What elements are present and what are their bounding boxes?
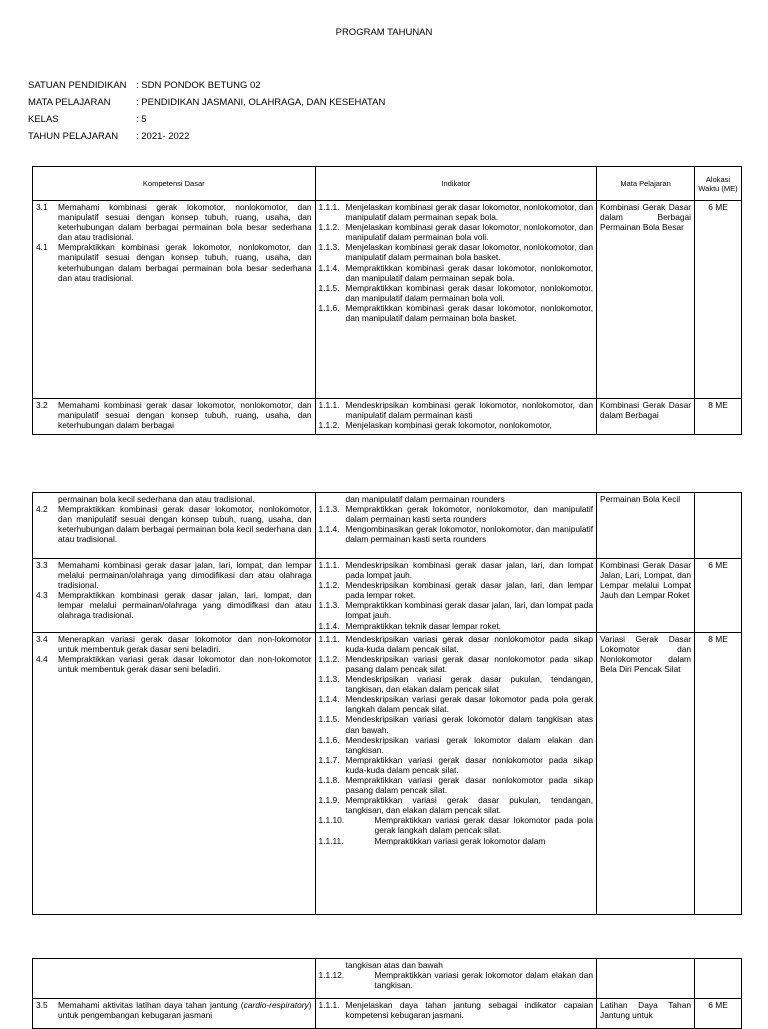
table-row xyxy=(33,201,742,399)
indikator-text: Mendeskripsikan variasi gerak lokomotor dalam elakan dan tangkisan. xyxy=(345,734,594,755)
indikator-text: Mempraktikkan variasi gerak lokomotor dalam elakan dan tangkisan. xyxy=(374,970,594,991)
indikator-cell xyxy=(315,399,597,435)
indikator-item xyxy=(319,621,594,631)
kd-number: 3.5 xyxy=(36,1000,48,1010)
indikator-number: 1.1.6. xyxy=(318,302,340,313)
indikator-item xyxy=(319,263,594,283)
kd-text-continued: permainan bola kecil sederhana dan atau tradisional. xyxy=(58,494,255,504)
indikator-item xyxy=(319,202,594,222)
indikator-text: Mendeskripsikan variasi gerak dasar pukulan, tendangan, tangkisan, dan elakan dalam pencak silat xyxy=(345,674,594,695)
header-alokasi-line1: Alokasi xyxy=(705,174,731,184)
indikator-number: 1.1.4. xyxy=(318,524,340,535)
indikator-number: 1.1.12. xyxy=(318,970,345,981)
indikator-number: 1.1.8. xyxy=(318,774,340,785)
meta-label: SATUAN PENDIDIKAN xyxy=(28,80,127,91)
alokasi-waktu-cell: 8 ME xyxy=(695,632,742,914)
kd-text: Memahami kombinasi gerak lokomotor, nonlokomotor, dan manipulatif sesuai dengan konsep tubuh, ruang, usaha, dan keterhubungan dalam berbagai permainan bola besar sederhana dan atau tradisional. xyxy=(58,202,312,243)
indikator-number: 1.1.1. xyxy=(318,560,340,570)
table-row xyxy=(33,559,742,633)
program-table-page-1 xyxy=(32,166,742,435)
indikator-number: 1.1.3. xyxy=(318,600,340,611)
indikator-cell xyxy=(315,999,597,1029)
indikator-number: 1.1.2. xyxy=(318,222,340,233)
indikator-item xyxy=(319,242,594,262)
kd-text: Mempraktikkan variasi gerak dasar lokomotor dan non-lokomotor untuk membentuk gerak dasar seni beladiri. xyxy=(58,653,312,674)
kd-number: 4.2 xyxy=(36,504,48,515)
indikator-number: 1.1.7. xyxy=(318,754,340,765)
indikator-text: Mempraktikkan variasi gerak dasar pukulan, tendangan, tangkisan, dan elakan dalam pencak silat. xyxy=(345,795,594,816)
indikator-text: Menjelaskan kombinasi gerak dasar lokomotor, nonlokomotor, dan manipulatif dalam permainan sepak bola. xyxy=(345,202,594,223)
kd-number: 3.2 xyxy=(36,400,48,410)
table-row xyxy=(33,999,742,1029)
alokasi-waktu-cell xyxy=(695,493,742,559)
page-title: PROGRAM TAHUNAN xyxy=(335,27,433,38)
kd-item xyxy=(36,202,312,242)
meta-label: TAHUN PELAJARAN xyxy=(28,131,119,142)
indikator-item xyxy=(319,755,594,775)
indikator-text: Mempraktikkan kombinasi gerak dasar lokomotor, nonlokomotor, dan manipulatif dalam permainan sepak bola. xyxy=(345,262,594,283)
kd-cell xyxy=(33,399,316,435)
kd-number: 4.4 xyxy=(36,653,48,664)
indikator-item xyxy=(319,735,594,755)
indikator-item xyxy=(319,694,594,714)
kd-cell xyxy=(33,493,316,559)
indikator-cell xyxy=(315,959,597,999)
indikator-item xyxy=(319,714,594,734)
indikator-text: Menjelaskan daya tahan jantung sebagai indikator capaian kompetensi kebugaran jasmani. xyxy=(345,1000,594,1021)
kd-text: Mempraktikkan kombinasi gerak dasar lokomotor, nonlokomotor, dan manipulatif sesuai dengan konsep tubuh, ruang, usaha, dan keterhubungan dalam berbagai permainan bola kecil sederhana dan atau tradisional. xyxy=(58,504,312,545)
indikator-text: Menjelaskan kombinasi gerak dasar lokomotor, nonlokomotor, dan manipulatif dalam permainan bola voli. xyxy=(345,222,594,243)
indikator-text: Mempraktikkan kombinasi gerak dasar lokomotor, nonlokomotor, dan manipulatif dalam permainan bola basket. xyxy=(345,302,594,324)
indikator-item xyxy=(319,795,594,815)
indikator-item xyxy=(319,970,594,990)
indikator-number: 1.1.2. xyxy=(318,653,340,664)
header-kompetensi-dasar: Kompetensi Dasar xyxy=(33,167,316,201)
header-indikator: Indikator xyxy=(315,167,597,201)
indikator-text: Mendeskripsikan variasi gerak dasar nonlokomotor pada sikap kuda-kuda dalam pencak silat. xyxy=(345,633,594,654)
indikator-item xyxy=(319,400,594,420)
indikator-cell xyxy=(315,632,597,914)
indikator-text: Menjelaskan kombinasi gerak dasar lokomotor, nonlokomotor, dan manipulatif dalam permainan bola basket. xyxy=(345,242,594,263)
program-table-page-3 xyxy=(32,958,742,1029)
indikator-item xyxy=(319,560,594,580)
table-row xyxy=(33,493,742,559)
header-alokasi-line2: Waktu (ME) xyxy=(698,183,738,193)
kd-text-part: ) untuk pengembangan kebugaran jasmani xyxy=(58,1000,312,1021)
indikator-number: 1.1.5. xyxy=(318,282,340,293)
alokasi-waktu-cell: 6 ME xyxy=(695,999,742,1029)
alokasi-waktu-cell: 6 ME xyxy=(695,201,742,399)
mata-pelajaran-cell xyxy=(597,959,695,999)
kd-text: Menerapkan variasi gerak dasar lokomotor dan non-lokomotor untuk membentuk gerak dasar seni beladiri. xyxy=(58,633,312,654)
kd-text: Memahami kombinasi gerak dasar lokomotor, nonlokomotor, dan manipulatif sesuai dengan konsep tubuh, ruang, usaha, dan keterhubungan dalam berbagai xyxy=(58,400,312,431)
mata-pelajaran-cell: Latihan Daya Tahan Jantung untuk xyxy=(597,999,695,1029)
kd-item xyxy=(36,560,312,590)
indikator-item xyxy=(319,815,594,835)
kd-item xyxy=(36,634,312,654)
indikator-cell xyxy=(315,559,597,633)
indikator-item xyxy=(319,580,594,600)
indikator-text: Mempraktikkan variasi gerak lokomotor dalam xyxy=(374,835,546,846)
indikator-number: 1.1.4. xyxy=(318,694,340,705)
indikator-text: Mendeskripsikan kombinasi gerak dasar jalan, lari, dan lompat pada lompat jauh. xyxy=(345,560,594,581)
header-alokasi-waktu xyxy=(695,167,742,201)
kd-item xyxy=(36,504,312,544)
meta-value: : PENDIDIKAN JASMANI, OLAHRAGA, DAN KESEHATAN xyxy=(136,97,386,108)
indikator-item xyxy=(319,960,594,970)
kd-item xyxy=(36,494,312,504)
indikator-item xyxy=(319,600,594,620)
alokasi-waktu-cell: 8 ME xyxy=(695,399,742,435)
kd-text: Mempraktikkan kombinasi gerak lokomotor, nonlokomotor, dan manipulatif sesuai dengan konsep tubuh, ruang, usaha, dan keterhubungan dalam berbagai permainan bola besar sederhana dan atau tradisional. xyxy=(58,242,312,283)
kd-number: 3.4 xyxy=(36,633,48,644)
meta-label: MATA PELAJARAN xyxy=(28,97,111,108)
meta-value: : SDN PONDOK BETUNG 02 xyxy=(136,80,261,91)
kd-text: Memahami kombinasi gerak dasar jalan, lari, lompat, dan lempar melalui permainan/olahraga yang dimodifikasi dan atau olahraga tradisional. xyxy=(58,560,312,591)
kd-text-emphasis: cardio-respiratory xyxy=(243,1000,309,1010)
kd-cell xyxy=(33,959,316,999)
indikator-number: 1.1.4. xyxy=(318,262,340,273)
kd-text xyxy=(58,1000,312,1020)
indikator-cell xyxy=(315,201,597,399)
mata-pelajaran-cell: Kombinasi Gerak Dasar dalam Berbagai Permainan Bola Besar xyxy=(597,201,695,399)
table-row xyxy=(33,399,742,435)
table-header-row xyxy=(33,167,742,201)
indikator-text: Mendeskripsikan kombinasi gerak dasar jalan, lari, dan lempar pada lempar roket. xyxy=(345,580,594,601)
indikator-number: 1.1.1. xyxy=(318,202,340,212)
indikator-text: Mendeskripsikan variasi gerak lokomotor dalam tangkisan atas dan bawah. xyxy=(345,714,594,735)
meta-value: : 2021- 2022 xyxy=(136,131,190,142)
indikator-number: 1.1.9. xyxy=(318,795,340,806)
indikator-text: Menjelaskan kombinasi gerak lokomotor, nonlokomotor, xyxy=(345,420,552,431)
indikator-text: Mempraktikkan kombinasi gerak dasar jalan, lari, dan lompat pada lompat jauh. xyxy=(345,600,594,621)
mata-pelajaran-cell: Kombinasi Gerak Dasar Jalan, Lari, Lompat, dan Lempar melalui Lompat Jauh dan Lempar Roket xyxy=(597,559,695,633)
kd-number: 3.3 xyxy=(36,560,48,570)
indikator-item xyxy=(319,1000,594,1020)
indikator-item xyxy=(319,222,594,242)
indikator-item xyxy=(319,420,594,430)
indikator-text: Mendeskripsikan kombinasi gerak lokomotor, nonlokomotor, dan manipulatif dalam permainan kasti xyxy=(345,400,594,421)
meta-value: : 5 xyxy=(136,114,147,125)
indikator-text: Mempraktikkan teknik dasar lempar roket. xyxy=(345,620,502,631)
header-mata-pelajaran: Mata Pelajaran xyxy=(597,167,695,201)
program-table-page-2 xyxy=(32,492,742,915)
indikator-number: 1.1.3. xyxy=(318,674,340,685)
kd-text-part: Memahami aktivitas latihan daya tahan jantung ( xyxy=(58,1000,244,1010)
alokasi-waktu-cell xyxy=(695,959,742,999)
indikator-item xyxy=(319,775,594,795)
indikator-number: 1.1.4. xyxy=(318,620,340,631)
kd-cell xyxy=(33,999,316,1029)
indikator-number: 1.1.1. xyxy=(318,1000,340,1010)
indikator-number: 1.1.3. xyxy=(318,242,340,253)
kd-item xyxy=(36,400,312,430)
indikator-text: Mendeskripsikan variasi gerak dasar lokomotor pada pola gerak langkah dalam pencak silat. xyxy=(345,694,594,715)
meta-label: KELAS xyxy=(28,114,59,125)
indikator-text: Mempraktikkan variasi gerak dasar nonlokomotor pada sikap kuda-kuda dalam pencak silat. xyxy=(345,754,594,775)
indikator-item xyxy=(319,283,594,303)
indikator-number: 1.1.6. xyxy=(318,734,340,745)
kd-cell xyxy=(33,201,316,399)
indikator-text-continued: dan manipulatif dalam permainan rounders xyxy=(345,494,505,504)
indikator-item xyxy=(319,524,594,544)
indikator-item xyxy=(319,504,594,524)
mata-pelajaran-cell: Permainan Bola Kecil xyxy=(597,493,695,559)
indikator-text: Mempraktikkan gerak lokomotor, nonlokomotor, dan manipulatif dalam permainan kasti serta rounders xyxy=(345,504,594,525)
indikator-number: 1.1.11. xyxy=(318,835,344,846)
kd-item xyxy=(36,654,312,674)
kd-item xyxy=(36,590,312,620)
indikator-item xyxy=(319,836,594,846)
table-row xyxy=(33,959,742,999)
indikator-text: Mengombinasikan gerak lokomotor, nonlokomotor, dan manipulatif dalam permainan kasti serta rounders xyxy=(345,524,594,545)
kd-item xyxy=(36,1000,312,1020)
indikator-number: 1.1.1. xyxy=(318,400,340,410)
kd-number: 4.3 xyxy=(36,590,48,601)
indikator-text: Mempraktikkan variasi gerak dasar lokomotor pada pola gerak langkah dalam pencak silat. xyxy=(374,815,594,836)
indikator-item xyxy=(319,494,594,504)
indikator-item xyxy=(319,674,594,694)
kd-number: 4.1 xyxy=(36,242,48,253)
indikator-number: 1.1.1. xyxy=(318,633,340,644)
indikator-number: 1.1.3. xyxy=(318,504,340,515)
kd-item xyxy=(36,242,312,282)
alokasi-waktu-cell: 6 ME xyxy=(695,559,742,633)
kd-text: Mempraktikkan kombinasi gerak dasar jalan, lari, lompat, dan lempar melalui permainan/olahraga yang dimodifkasi dan atau olahraga tradisional. xyxy=(58,590,312,621)
indikator-text-continued: tangkisan atas dan bawah xyxy=(345,960,443,970)
indikator-text: Mempraktikkan kombinasi gerak dasar lokomotor, nonlokomotor, dan manipulatif dalam permainan bola voli. xyxy=(345,282,594,303)
mata-pelajaran-cell: Kombinasi Gerak Dasar dalam Berbagai xyxy=(597,399,695,435)
indikator-number: 1.1.2. xyxy=(318,580,340,591)
indikator-text: Mempraktikkan variasi gerak dasar nonlokomotor pada sikap pasang dalam pencak silat. xyxy=(345,774,594,796)
kd-cell xyxy=(33,632,316,914)
kd-number: 3.1 xyxy=(36,202,48,212)
indikator-text: Mendeskripsikan variasi gerak dasar nonlokomotor pada sikap pasang dalam pencak silat. xyxy=(345,653,594,674)
indikator-cell xyxy=(315,493,597,559)
table-row xyxy=(33,632,742,914)
mata-pelajaran-cell: Variasi Gerak Dasar Lokomotor dan Nonlokomotor dalam Bela Diri Pencak Silat xyxy=(597,632,695,914)
indikator-item xyxy=(319,303,594,323)
indikator-number: 1.1.10. xyxy=(318,815,345,826)
indikator-number: 1.1.2. xyxy=(318,420,340,431)
kd-cell xyxy=(33,559,316,633)
indikator-number: 1.1.5. xyxy=(318,714,340,725)
indikator-item xyxy=(319,634,594,654)
indikator-item xyxy=(319,654,594,674)
